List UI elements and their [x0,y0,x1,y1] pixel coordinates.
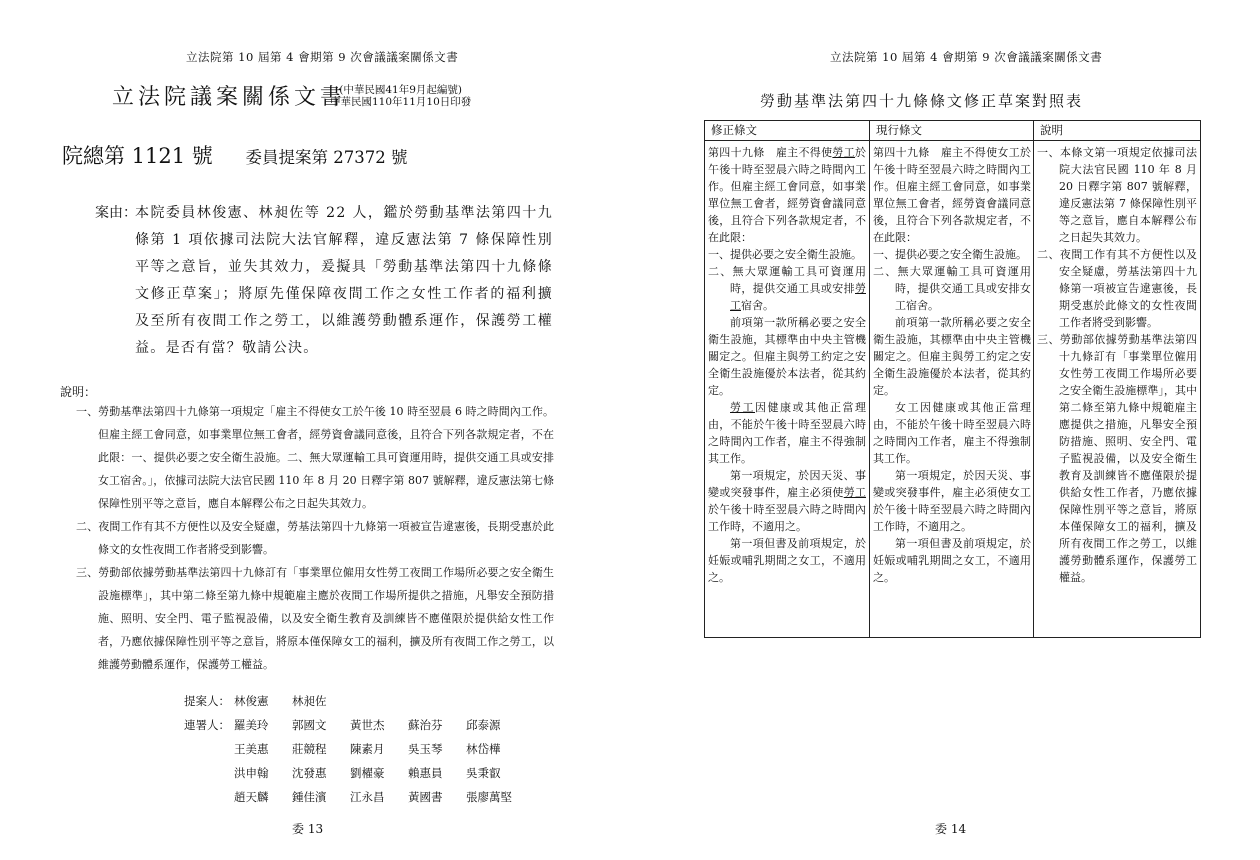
col-head-explanation [1034,121,1200,141]
current-item: 二、無大眾運輸工具可資運用時，提供交通工具或安排女工宿舍。 [873,265,1031,312]
cosigner-name: 趙天麟 [234,790,269,804]
cosigner-name: 陳素月 [350,742,385,756]
doc-title: 立法院議案關係文書 [112,85,347,110]
explain-list [68,400,554,676]
cosigner-name: 吳玉琴 [408,742,443,756]
cosigner-name: 蘇治芬 [408,718,443,732]
text-run: 因健康或其他正當理由，不能於午後十時至翌晨六時之時間內工作者，雇主不得強制其工作。 [708,401,866,465]
revised-item [708,263,866,314]
doc-title-block [112,80,346,111]
explain-item: 三、勞動部依據勞動基準法第四十九條訂有「事業單位僱用女性勞工夜間工作場所必要之安全衛生設施標準」，其中第二條至第九條中規範雇主應於夜間工作場所提供之措施，凡舉安全預防措施、照明、安全門、電子監視設備，以及安全衛生教育及訓練皆不應僅限於提供給女性工作者，乃應依據保障性別平等之意旨，將原本僅保障女工的福利，擴及所有夜間工作之勞工，以維護勞動體系運作，保護勞工權益。 [76,566,554,671]
current-text [870,141,1034,586]
cosigner-name: 劉櫂豪 [350,766,385,780]
amended-word: 勞工 [843,486,867,499]
current-item: 一、提供必要之安全衛生設施。 [873,248,1027,261]
revised-item: 一、提供必要之安全衛生設施。 [708,248,862,261]
current-para: 前項第一款所稱必要之安全衛生設施，其標準由中央主管機關定之。但雇主與勞工約定之安全衛生設施優於本法者，從其約定。 [873,316,1031,397]
col-head-text: 說明 [1040,123,1063,137]
case-label: 案由： [95,205,137,221]
current-para: 第一項但書及前項規定，於妊娠或哺乳期間之女工，不適用之。 [873,537,1031,584]
explanation-item: 一、本條文第一項規定依據司法院大法官民國 110 年 8 月 20 日釋字第 807 號解釋，違反憲法第 7 條保障性別平等之意旨，應自本解釋公布之日起失其效力。 [1037,146,1197,244]
amended-word: 勞工 [832,146,856,159]
right-page [630,0,1260,860]
comparison-table [704,120,1201,638]
table-title: 勞動基準法第四十九條條文修正草案對照表 [760,92,1084,110]
cosigner-name: 張廖萬堅 [466,790,512,804]
explain-item: 二、夜間工作有其不方便性以及安全疑慮，勞基法第四十九條第一項被宣告違憲後，長期受惠於此條文的女性夜間工作者將受到影響。 [76,520,554,556]
cosigner-label: 連署人： [184,718,230,732]
doc-title-side [330,84,471,108]
explain-item: 一、勞動基準法第四十九條第一項規定「雇主不得使女工於午後 10 時至翌晨 6 時之時間內工作。但雇主經工會同意，如事業單位無工會者，經勞資會議同意後，且符合下列各款規定者，不在此限：一、提供必要之安全衛生設施。二、無大眾運輸工具可資運用時，提供交通工具或安排女工宿舍。」，依據司法院大法官民國 110 年 8 月 20 日釋字第 807 號解釋，違反憲法第七條保障性別平等之意旨，應自本解釋公布之日起失其效力。 [76,405,554,510]
case-section [95,200,553,362]
page-header: 立法院第 10 屆第 4 會期第 9 次會議議案關係文書 [186,50,459,64]
explanation-column [1033,121,1200,637]
col-head-revised [705,121,869,141]
cosigner-name: 郭國文 [292,718,327,732]
revised-para: 前項第一款所稱必要之安全衛生設施，其標準由中央主管機關定之。但雇主與勞工約定之安全衛生設施優於本法者，從其約定。 [708,316,866,397]
revised-para [708,144,866,246]
cosigner-name: 王美惠 [234,742,269,756]
col-head-text: 修正條文 [711,123,757,137]
cosigner-name: 黃國書 [408,790,443,804]
proposer-name: 林俊憲 [234,694,269,708]
text-run: 第一項規定，於因天災、事變或突發事件，雇主必須使 [708,469,866,499]
revised-para [708,467,866,535]
text-run: 宿舍。 [741,299,774,312]
general-number: 院總第 1121 號 [62,144,213,168]
revised-para: 第一項但書及前項規定，於妊娠或哺乳期間之女工，不適用之。 [708,537,866,584]
document-number [62,140,407,170]
explanation-text [1034,141,1200,586]
page-number: 委 14 [935,822,967,836]
current-para: 第四十九條 雇主不得使女工於午後十時至翌晨六時之時間內工作。但雇主經工會同意，如事業單位無工會者，經勞資會議同意後，且符合下列各款規定者，不在此限： [873,146,1031,244]
current-para: 女工因健康或其他正當理由，不能於午後十時至翌晨六時之時間內工作者，雇主不得強制其工作。 [873,401,1031,465]
revised-para [708,399,866,467]
cosigner-name: 鍾佳濱 [292,790,327,804]
amended-word: 勞工 [730,401,755,414]
cosigner-name: 吳秉叡 [466,766,501,780]
cosigner-name: 洪申翰 [234,766,269,780]
cosigner-name: 江永昌 [350,790,385,804]
explanation-item: 二、夜間工作有其不方便性以及安全疑慮，勞基法第四十九條第一項被宣告違憲後，長期受惠於此條文的女性夜間工作者將受到影響。 [1037,248,1197,329]
col-head-text: 現行條文 [876,123,922,137]
print-date: 中華民國110年11月10日印發 [330,96,472,108]
text-run: 於午後十時至翌晨六時之時間內工作時，不適用之。 [708,503,866,533]
cosigner-name: 羅美玲 [234,718,269,732]
cosigner-name: 邱泰源 [466,718,501,732]
cosigner-name: 黃世杰 [350,718,385,732]
text-run: 二、無大眾運輸工具可資運用時，提供交通工具或安排 [708,265,866,295]
page-header: 立法院第 10 屆第 4 會期第 9 次會議議案關係文書 [830,50,1103,64]
current-column [869,121,1034,637]
cosigner-name: 莊競程 [292,742,327,756]
proposer-label: 提案人： [184,694,230,708]
text-run: 於午後十時至翌晨六時之時間內工作。但雇主經工會同意，如事業單位無工會者，經勞資會議同意後，且符合下列各款規定者，不在此限： [708,146,867,244]
revised-column [705,121,869,637]
text-run: 第四十九條 雇主不得使 [708,146,833,159]
numbering-note: (中華民國41年9月起編號) [339,84,462,96]
case-text: 本院委員林俊憲、林昶佐等 22 人，鑑於勞動基準法第四十九條第 1 項依據司法院大法官解釋，違反憲法第 7 條保障性別平等之意旨，並失其效力，爰擬具「勞動基準法第四十九條條文修正草案」；將原先僅保障夜間工作之女性工作者的福利擴及至所有夜間工作之勞工，以維護勞動體系運作，保護勞工權益。是否有當？敬請公決。 [135,205,553,356]
revised-text [705,141,869,586]
cosigner-name: 沈發惠 [292,766,327,780]
explain-label: 說明： [60,385,97,399]
amended-word: 勞工 [730,282,866,312]
cosigner-name: 林岱樺 [466,742,501,756]
explanation-item: 三、勞動部依據勞動基準法第四十九條訂有「事業單位僱用女性勞工夜間工作場所必要之安全衛生設施標準」，其中第二條至第九條中規範雇主應提供之措施，凡舉安全預防措施、照明、安全門、電子監視設備，以及安全衛生教育及訓練皆不應僅限於提供給女性工作者，乃應依據保障性別平等之意旨，將原本僅保障女工的福利，擴及所有夜間工作之勞工，以維護勞動體系運作，保護勞工權益。 [1037,333,1197,584]
proposal-number: 委員提案第 27372 號 [245,148,408,167]
proposer-name: 林昶佐 [292,694,327,708]
page-number: 委 13 [292,822,324,836]
cosigner-name: 賴惠員 [408,766,443,780]
current-para: 第一項規定，於因天災、事變或突發事件，雇主必須使女工於午後十時至翌晨六時之時間內工作時，不適用之。 [873,469,1031,533]
col-head-current [870,121,1034,141]
